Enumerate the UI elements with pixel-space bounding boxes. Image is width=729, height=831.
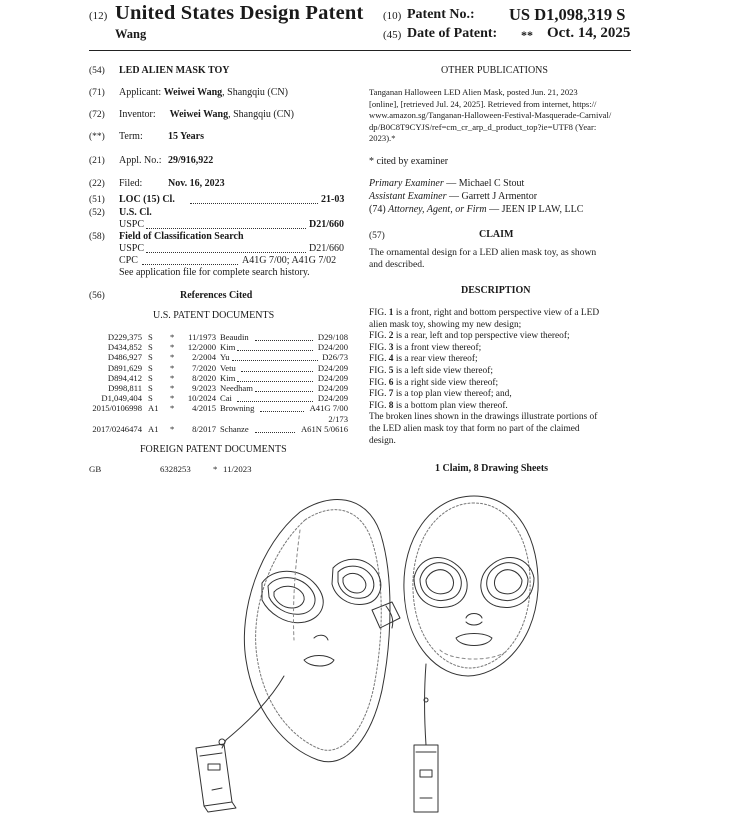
applicant-tag: (71): [89, 88, 105, 98]
foreign-docs-label: FOREIGN PATENT DOCUMENTS: [140, 444, 287, 455]
figure-number: 7: [388, 389, 394, 400]
us-doc-class: D26/73: [322, 352, 348, 363]
foreign-doc-date: 11/2023: [223, 464, 252, 474]
applicant-name: Weiwei Wang: [163, 87, 223, 98]
filed-label: Filed:: [119, 178, 143, 189]
field-search-note: See application file for complete search history.: [119, 267, 310, 278]
patent-number: US D1,098,319 S: [509, 5, 626, 24]
us-cl-uspc: USPC: [119, 219, 145, 230]
primary-examiner-name: — Michael C Stout: [446, 178, 525, 189]
other-pubs-label: OTHER PUBLICATIONS: [441, 65, 548, 76]
foreign-doc-number: 6328253: [160, 464, 191, 474]
loc-label: LOC (15) Cl.: [119, 194, 175, 205]
description-line: FIG. 8 is a bottom plan view thereof.: [369, 400, 508, 411]
assistant-examiner-name: — Garrett J Armentor: [449, 191, 538, 202]
applicant-label: Applicant:: [119, 87, 162, 98]
us-doc-kind: S: [148, 342, 153, 353]
description-line: FIG. 2 is a rear, left and top perspective view thereof;: [369, 331, 570, 342]
refs-label: References Cited: [180, 290, 253, 301]
assistant-examiner-label: Assistant Examiner: [369, 191, 447, 202]
attorney-name: — JEEN IP LAW, LLC: [489, 204, 584, 215]
attorney-tag: (74): [369, 204, 386, 215]
inventor-location: , Shangqiu (CN): [228, 109, 294, 120]
cited-by-examiner-note: * cited by examiner: [369, 156, 449, 167]
us-doc-star: *: [170, 342, 175, 353]
other-pub-line: Tanganan Halloween LED Alien Mask, posted Jun. 21, 2023: [369, 87, 578, 97]
us-doc-number: 2015/0106998: [92, 403, 142, 414]
figure-number: 6: [388, 377, 394, 388]
us-doc-kind: A1: [148, 423, 159, 434]
term-value: 15 Years: [168, 131, 205, 142]
foreign-doc-country: GB: [89, 464, 102, 474]
us-doc-date: 8/2020: [192, 372, 216, 383]
inventor-name: Weiwei Wang: [169, 109, 229, 120]
us-doc-date: 7/2020: [192, 362, 216, 373]
figure-number: 8: [388, 400, 394, 411]
patent-title: United States Design Patent: [115, 2, 364, 24]
description-line: FIG. 3 is a front view thereof;: [369, 342, 482, 353]
us-doc-date: 10/2024: [187, 393, 216, 404]
description-label: DESCRIPTION: [461, 285, 531, 296]
filed-tag: (22): [89, 179, 105, 189]
description-line: FIG. 4 is a rear view thereof;: [369, 354, 478, 365]
us-doc-class: D24/209: [317, 393, 348, 404]
us-cl-tag: (52): [89, 208, 105, 218]
description-line: design.: [369, 435, 396, 446]
loc-value: 21-03: [321, 194, 345, 205]
us-doc-star: *: [170, 372, 175, 383]
us-doc-date: 9/2023: [192, 383, 216, 393]
appl-no-value: 29/916,922: [168, 155, 214, 166]
description-line: FIG. 7 is a top plan view thereof; and,: [369, 389, 512, 400]
us-doc-date: 4/2015: [192, 403, 216, 414]
us-doc-inventor: Schanze: [220, 423, 249, 434]
description-line: FIG. 6 is a right side view thereof;: [369, 377, 499, 388]
field-tag: (58): [89, 232, 105, 242]
inventor-label: Inventor:: [119, 109, 156, 120]
claim-tag: (57): [369, 231, 385, 241]
alien-mask-front-drawing: [404, 496, 538, 812]
attorney-label: Attorney, Agent, or Firm: [388, 204, 487, 215]
us-doc-kind: A1: [148, 403, 159, 414]
us-doc-number: D998,811: [108, 383, 142, 393]
description-line: alien mask toy, showing my new design;: [369, 319, 522, 330]
field-label: Field of Classification Search: [119, 231, 244, 242]
us-doc-inventor: Needham: [220, 383, 253, 393]
field-cpc: CPC: [119, 255, 138, 266]
claim-line: and described.: [369, 258, 425, 270]
us-doc-class: D24/200: [317, 342, 348, 353]
date-of-patent: Oct. 14, 2025: [547, 25, 631, 41]
field-uspc: USPC: [119, 243, 145, 254]
figure-number: 5: [388, 366, 394, 376]
date-tag: (45): [383, 29, 402, 41]
us-doc-date: 2/2004: [192, 352, 216, 363]
term-tag: (**): [89, 132, 105, 142]
us-doc-inventor: Cai: [220, 393, 232, 404]
us-doc-class: D24/209: [317, 383, 348, 393]
applicant-location: , Shangqiu (CN): [222, 87, 288, 98]
us-doc-kind: S: [148, 372, 153, 383]
us-doc-inventor: Vetu: [220, 362, 236, 373]
description-line: FIG. 1 is a front, right and bottom perspective view of a LED: [369, 308, 600, 318]
claim-label: CLAIM: [479, 229, 514, 240]
date-label: Date of Patent:: [407, 26, 498, 41]
us-doc-star: *: [170, 352, 175, 363]
us-doc-number: D229,375: [107, 332, 142, 342]
us-doc-star: *: [170, 362, 175, 373]
foreign-doc-star: *: [213, 464, 218, 474]
us-doc-class: A61N 5/0616: [300, 423, 348, 434]
description-line: The broken lines shown in the drawings illustrate portions of: [369, 412, 598, 423]
us-doc-kind: S: [148, 393, 153, 404]
description-line: FIG. 5 is a left side view thereof;: [369, 366, 493, 376]
description-line: the LED alien mask toy that form no part of the claimed: [369, 424, 580, 434]
us-doc-number: D1,049,404: [101, 393, 142, 404]
us-doc-class: D24/209: [317, 362, 348, 373]
figure-number: 3: [388, 342, 394, 353]
other-pub-line: www.amazon.sg/Tanganan-Halloween-Festival-Masquerade-Carnival/: [369, 110, 612, 121]
us-doc-inventor: Beaudin: [220, 332, 249, 342]
us-cl-label: U.S. Cl.: [119, 207, 152, 218]
other-pub-line: 2023).*: [369, 133, 396, 144]
us-doc-star: *: [170, 423, 175, 434]
us-doc-inventor: Kim: [220, 372, 236, 383]
inventor-tag: (72): [89, 110, 105, 120]
us-cl-value: D21/660: [309, 219, 344, 230]
us-doc-number: D891,629: [107, 362, 142, 373]
us-doc-date: 11/1973: [188, 332, 216, 342]
date-mark: **: [521, 28, 533, 42]
us-doc-date: 12/2000: [187, 342, 216, 353]
us-doc-kind: S: [148, 383, 153, 393]
us-doc-number: D486,927: [107, 352, 142, 363]
appl-no-label: Appl. No.:: [119, 155, 162, 166]
field-cpc-value: A41G 7/00; A41G 7/02: [242, 255, 337, 266]
us-doc-inventor: Kim: [220, 342, 236, 353]
us-doc-inventor: Yu: [220, 352, 230, 363]
primary-examiner-label: Primary Examiner: [369, 178, 444, 189]
field-uspc-value: D21/660: [309, 243, 344, 254]
other-pub-line: [online], [retrieved Jul. 24, 2025]. Retrieved from internet, https://: [369, 98, 597, 109]
term-label: Term:: [119, 131, 143, 142]
us-doc-star: *: [170, 332, 175, 342]
patent-no-tag: (10): [383, 10, 402, 22]
claims-summary: 1 Claim, 8 Drawing Sheets: [435, 463, 549, 474]
other-pub-line: dp/B0C8T9CYJS/ref=cm_cr_arp_d_product_top?ie=UTF8 (Year:: [369, 121, 597, 132]
invention-title: LED ALIEN MASK TOY: [119, 65, 230, 76]
appl-no-tag: (21): [89, 156, 105, 166]
us-doc-number: 2017/0246474: [92, 423, 142, 434]
us-doc-class: D24/209: [317, 372, 348, 383]
us-doc-star: *: [170, 383, 175, 393]
us-doc-star: *: [170, 393, 175, 404]
refs-tag: (56): [89, 291, 105, 301]
alien-mask-perspective-drawing: [196, 499, 400, 812]
title-tag: (54): [89, 66, 105, 76]
figure-number: 2: [388, 331, 394, 342]
loc-tag: (51): [89, 195, 105, 205]
patent-no-label: Patent No.:: [407, 7, 475, 22]
us-doc-kind: S: [148, 352, 153, 363]
us-docs-label: U.S. PATENT DOCUMENTS: [153, 310, 275, 321]
us-doc-class: D29/108: [317, 332, 348, 342]
us-doc-class: A41G 7/00: [309, 403, 348, 414]
us-doc-class-secondary: 2/173: [328, 413, 348, 424]
claim-line: The ornamental design for a LED alien mask toy, as shown: [369, 247, 597, 258]
us-doc-number: D894,412: [107, 372, 142, 383]
us-doc-inventor: Browning: [220, 403, 255, 414]
inventor-short-name: Wang: [115, 27, 147, 41]
us-doc-kind: S: [148, 332, 153, 342]
us-doc-date: 8/2017: [192, 423, 216, 434]
filed-value: Nov. 16, 2023: [168, 178, 225, 189]
us-doc-number: D434,852: [107, 342, 142, 353]
us-doc-star: *: [170, 403, 175, 414]
figure-number: 1: [388, 308, 394, 318]
kind-code-tag: (12): [89, 10, 108, 22]
us-doc-kind: S: [148, 362, 153, 373]
figure-number: 4: [388, 354, 394, 365]
